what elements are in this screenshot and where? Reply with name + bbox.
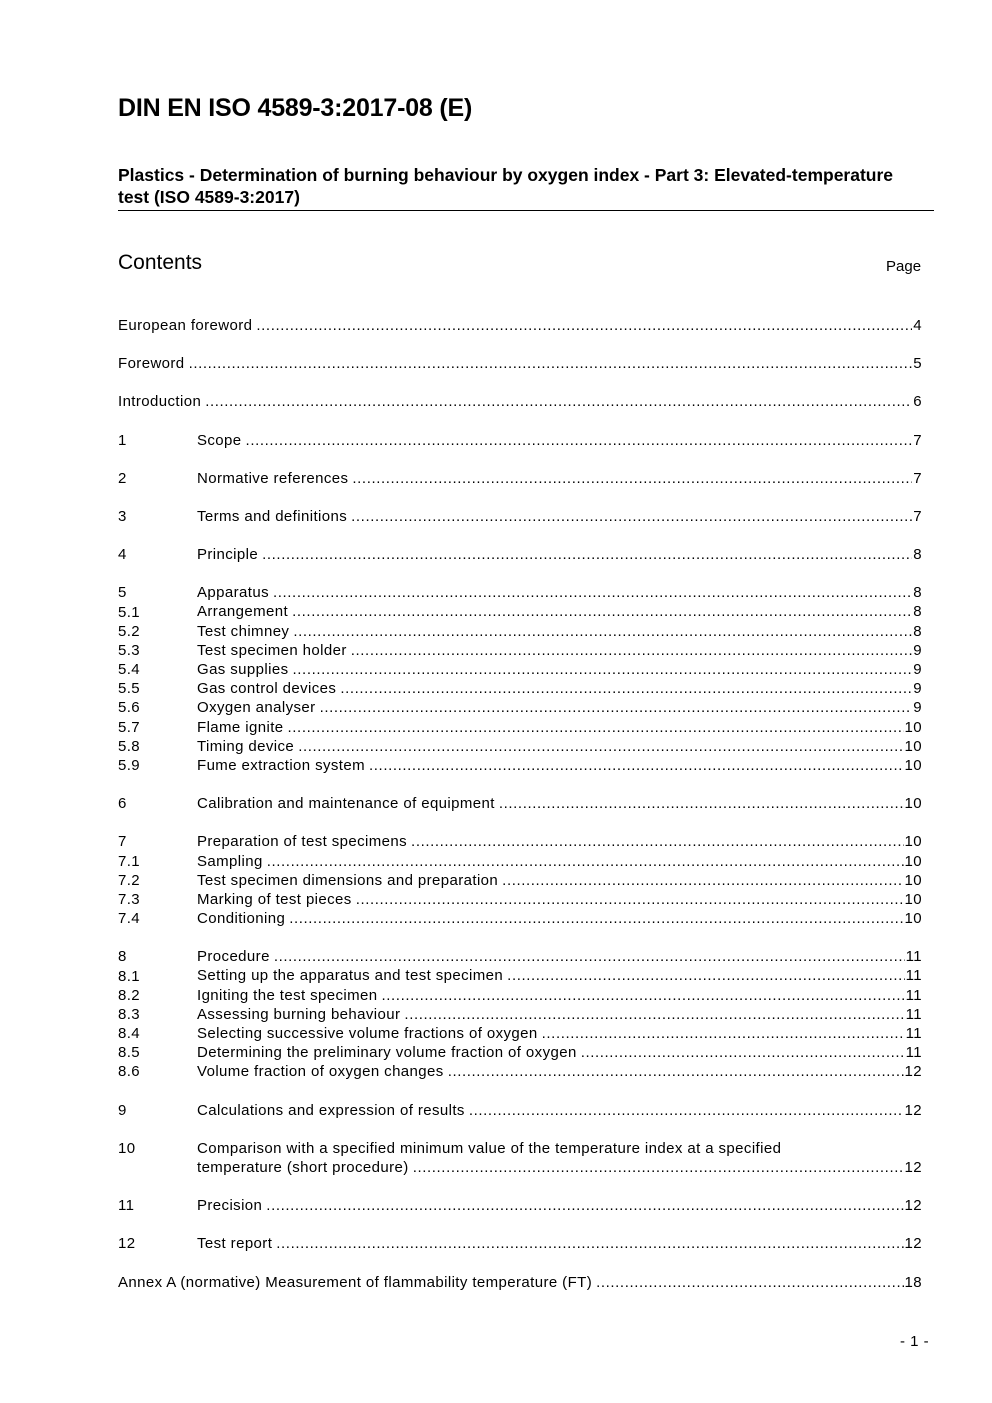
toc-number: 5 <box>118 584 127 602</box>
page-column-heading: Page <box>886 258 922 275</box>
toc-number: 5.8 <box>118 737 141 755</box>
toc-title-line1: Comparison with a specified minimum value of the temperature index at a specified <box>197 1139 782 1157</box>
toc-title: Procedure <box>197 948 270 966</box>
toc-title: Gas control devices <box>197 680 337 698</box>
toc-number: 12 <box>118 1235 136 1253</box>
toc-entry[interactable] <box>118 1005 922 1024</box>
toc-entry[interactable] <box>118 852 922 871</box>
toc-leader <box>256 316 912 335</box>
contents-heading: Contents <box>118 251 203 274</box>
toc-number: 8 <box>118 948 127 966</box>
toc-page: 12 <box>904 1197 922 1215</box>
toc-number: 6 <box>118 795 127 813</box>
toc-number: 5.3 <box>118 641 141 659</box>
toc-entry[interactable] <box>118 1273 922 1292</box>
toc-page: 6 <box>913 393 922 411</box>
toc-page: 11 <box>905 1025 922 1043</box>
toc-page: 8 <box>913 603 922 621</box>
toc-title: temperature (short procedure) <box>197 1159 409 1177</box>
toc-page: 18 <box>904 1273 922 1291</box>
toc-page: 11 <box>905 1005 922 1023</box>
toc-title: Test chimney <box>197 622 290 640</box>
toc-title: Fume extraction system <box>197 756 366 774</box>
toc-leader <box>320 698 913 717</box>
toc-page: 8 <box>913 584 922 602</box>
document-subtitle: Plastics - Determination of burning behaviour by oxygen index - Part 3: Elevated-temperature test (ISO 4589-3:2017) <box>118 165 894 207</box>
toc-title: Preparation of test specimens <box>197 833 408 851</box>
toc-title: Test specimen holder <box>197 641 347 659</box>
toc-leader <box>352 469 912 488</box>
toc-page: 12 <box>904 1063 922 1081</box>
toc-leader <box>205 392 912 411</box>
toc-entry[interactable] <box>118 986 922 1005</box>
toc-page: 12 <box>904 1101 922 1119</box>
toc-number: 11 <box>118 1197 135 1215</box>
toc-number: 9 <box>118 1101 127 1119</box>
toc-title: Sampling <box>197 852 263 870</box>
toc-title: Scope <box>197 431 242 449</box>
toc-number: 5.5 <box>118 680 141 698</box>
toc-page: 7 <box>913 507 922 525</box>
toc-leader <box>273 583 912 602</box>
toc-leader <box>448 1062 904 1081</box>
page-number: - 1 - <box>900 1333 930 1350</box>
toc-entry[interactable] <box>118 545 922 564</box>
toc-title: Gas supplies <box>197 661 289 679</box>
toc-page: 5 <box>913 355 922 373</box>
toc-number: 8.1 <box>118 967 141 985</box>
toc-title: Precision <box>197 1197 263 1215</box>
toc-entry[interactable] <box>118 507 922 526</box>
toc-leader <box>411 832 903 851</box>
toc-entry[interactable] <box>118 316 922 335</box>
toc-page: 11 <box>905 986 922 1004</box>
toc-leader <box>502 871 903 890</box>
toc-leader <box>369 756 903 775</box>
toc-title: Conditioning <box>197 910 286 928</box>
toc-entry[interactable] <box>118 1234 922 1253</box>
toc-entry[interactable] <box>118 947 922 966</box>
toc-entry[interactable] <box>118 392 922 411</box>
toc-page: 10 <box>904 718 922 736</box>
toc-title: European foreword <box>118 316 253 334</box>
toc-page: 9 <box>913 699 922 717</box>
toc-entry[interactable] <box>118 1062 922 1081</box>
toc-page: 10 <box>904 852 922 870</box>
toc-title: Selecting successive volume fractions of oxygen <box>197 1025 538 1043</box>
toc-page: 10 <box>904 910 922 928</box>
toc-number: 7.3 <box>118 890 141 908</box>
toc-title: Igniting the test specimen <box>197 986 378 1004</box>
toc-leader <box>246 431 913 450</box>
toc-number: 8.6 <box>118 1063 141 1081</box>
toc-entry[interactable] <box>118 583 922 602</box>
toc-leader <box>596 1273 903 1292</box>
toc-entry[interactable] <box>118 794 922 813</box>
header-divider <box>118 210 934 211</box>
toc-entry[interactable] <box>118 698 922 717</box>
toc-entry[interactable] <box>118 469 922 488</box>
toc-number: 8.3 <box>118 1005 141 1023</box>
toc-number: 5.7 <box>118 718 141 736</box>
toc-leader <box>274 947 905 966</box>
toc-number: 8.4 <box>118 1025 141 1043</box>
toc-entry[interactable] <box>118 1101 922 1120</box>
toc-title: Introduction <box>118 393 202 411</box>
toc-number: 4 <box>118 546 127 564</box>
toc-title: Setting up the apparatus and test specimen <box>197 967 504 985</box>
toc-number: 5.9 <box>118 757 141 774</box>
toc-page: 10 <box>904 737 922 755</box>
toc-page: 7 <box>913 431 922 449</box>
toc-page: 4 <box>913 316 922 334</box>
toc-page: 12 <box>904 1159 922 1177</box>
toc-leader <box>581 1043 905 1062</box>
toc-title: Calculations and expression of results <box>197 1101 465 1119</box>
toc-title: Annex A (normative) Measurement of flammability temperature (FT) <box>118 1273 593 1291</box>
toc-number: 2 <box>118 469 127 487</box>
document-id: DIN EN ISO 4589-3:2017-08 (E) <box>118 94 473 122</box>
toc-page: 9 <box>913 641 922 659</box>
toc-title: Foreword <box>118 355 185 373</box>
toc-title: Principle <box>197 546 259 564</box>
toc-entry[interactable] <box>118 1043 922 1062</box>
toc-entry[interactable] <box>118 756 922 775</box>
toc-title: Volume fraction of oxygen changes <box>197 1063 444 1081</box>
toc-page: 9 <box>913 680 922 698</box>
toc-leader <box>266 1196 903 1215</box>
toc-number: 5.2 <box>118 622 141 640</box>
toc-title: Oxygen analyser <box>197 699 316 717</box>
toc-entry[interactable] <box>118 909 922 928</box>
toc-page: 8 <box>913 622 922 640</box>
toc-title: Determining the preliminary volume fraction of oxygen <box>197 1044 577 1062</box>
toc-number: 1 <box>118 431 127 449</box>
toc-title: Calibration and maintenance of equipment <box>197 795 495 813</box>
toc-entry[interactable] <box>118 679 922 698</box>
toc-title: Apparatus <box>197 584 269 602</box>
toc-number: 7 <box>118 833 127 851</box>
toc-number: 10 <box>118 1139 136 1157</box>
toc-page: 10 <box>904 890 922 908</box>
toc-title: Marking of test pieces <box>197 890 352 908</box>
toc-title: Assessing burning behaviour <box>197 1005 401 1023</box>
toc-title: Timing device <box>197 737 295 755</box>
toc-number: 8.5 <box>118 1044 141 1062</box>
toc-leader <box>293 622 912 641</box>
toc-title: Terms and definitions <box>197 507 348 525</box>
toc-entry[interactable] <box>118 660 922 679</box>
toc-page: 10 <box>904 833 922 851</box>
toc-entry[interactable] <box>118 354 922 373</box>
toc-leader <box>404 1005 904 1024</box>
toc-entry[interactable] <box>118 1139 922 1177</box>
toc-leader <box>413 1158 904 1177</box>
table-of-contents <box>118 316 922 1292</box>
toc-page: 10 <box>904 795 922 813</box>
toc-number: 5.6 <box>118 699 141 717</box>
toc-number: 7.1 <box>118 852 141 870</box>
toc-leader <box>292 603 912 622</box>
toc-entry[interactable] <box>118 890 922 909</box>
toc-entry[interactable] <box>118 832 922 851</box>
toc-entry[interactable] <box>118 871 922 890</box>
toc-leader <box>356 890 904 909</box>
toc-page: 11 <box>905 1044 922 1062</box>
toc-title: Flame ignite <box>197 718 284 736</box>
toc-leader <box>189 354 913 373</box>
toc-entry[interactable] <box>118 718 922 737</box>
toc-title: Test specimen dimensions and preparation <box>197 871 499 889</box>
toc-page: 9 <box>913 661 922 679</box>
toc-entry[interactable] <box>118 603 922 622</box>
toc-leader <box>288 718 904 737</box>
toc-number: 3 <box>118 507 127 525</box>
toc-leader <box>276 1234 903 1253</box>
toc-title: Normative references <box>197 469 349 487</box>
toc-leader <box>351 507 912 526</box>
toc-page: 12 <box>904 1235 922 1253</box>
toc-entry[interactable] <box>118 641 922 660</box>
toc-entry[interactable] <box>118 1196 922 1215</box>
toc-page: 10 <box>904 871 922 889</box>
toc-leader <box>289 909 903 928</box>
toc-leader <box>507 967 904 986</box>
toc-page: 10 <box>904 756 922 774</box>
toc-entry[interactable] <box>118 1024 922 1043</box>
toc-number: 5.4 <box>118 661 141 679</box>
toc-leader <box>298 737 903 756</box>
toc-number: 5.1 <box>118 603 141 621</box>
toc-page: 11 <box>905 967 922 985</box>
toc-leader <box>262 545 912 564</box>
toc-leader <box>382 986 905 1005</box>
toc-entry[interactable] <box>118 431 922 450</box>
toc-entry[interactable] <box>118 622 922 641</box>
toc-leader <box>293 660 913 679</box>
toc-number: 7.4 <box>118 910 141 928</box>
toc-leader <box>499 794 904 813</box>
toc-page: 7 <box>913 469 922 487</box>
toc-title: Arrangement <box>197 603 289 621</box>
toc-leader <box>267 852 904 871</box>
toc-title: Test report <box>197 1235 273 1253</box>
toc-number: 8.2 <box>118 986 141 1004</box>
toc-page: 8 <box>913 546 922 564</box>
toc-leader <box>542 1024 905 1043</box>
toc-leader <box>351 641 913 660</box>
toc-page: 11 <box>905 948 922 966</box>
toc-entry[interactable] <box>118 737 922 756</box>
toc-leader <box>469 1101 904 1120</box>
toc-number: 7.2 <box>118 871 141 889</box>
toc-entry[interactable] <box>118 967 922 986</box>
toc-leader <box>340 679 912 698</box>
